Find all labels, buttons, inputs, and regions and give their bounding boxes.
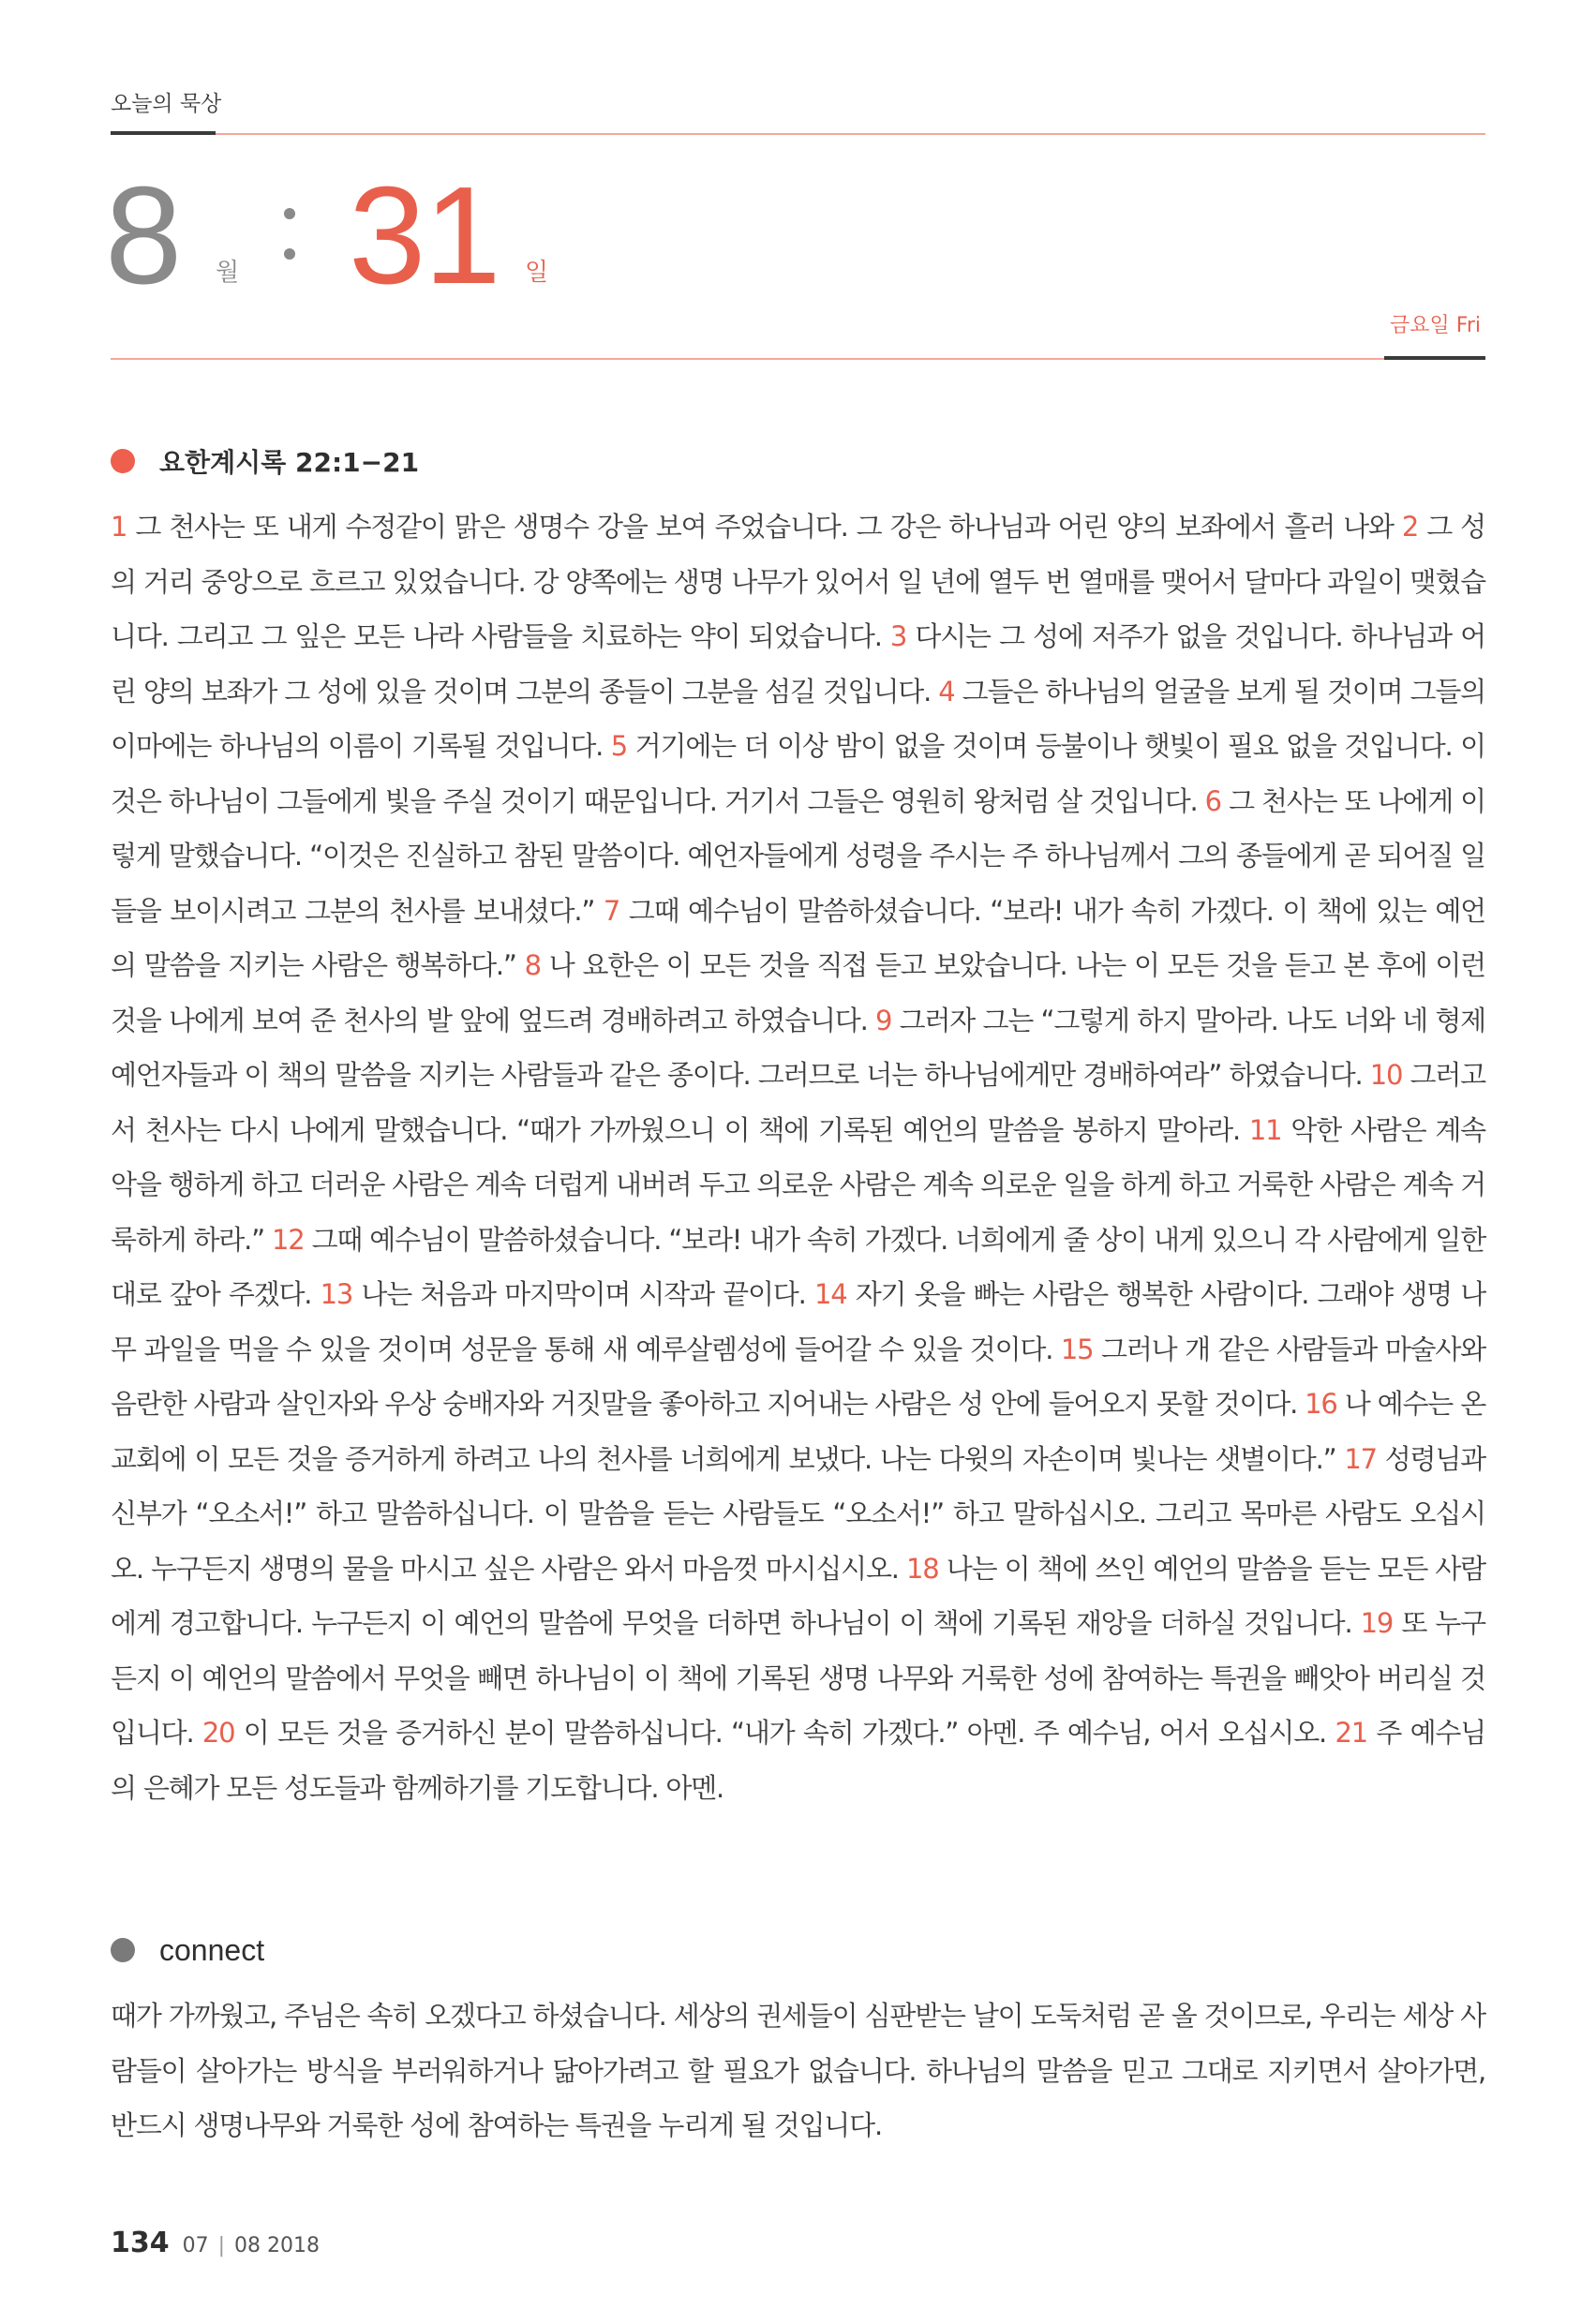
section-label: 오늘의 묵상 — [111, 92, 222, 116]
verse-text: 주 예수님의 은혜가 모든 성도들과 함께하기를 기도합니다. 아멘. — [111, 1717, 1486, 1804]
passage-heading — [111, 442, 419, 480]
verse-text: 또 누구든지 이 예언의 말씀에서 무엇을 빼면 하나님이 이 책에 기록된 생명 나무와 거룩한 성에 참여하는 특권을 빼앗아 버리실 것입니다. — [111, 1607, 1485, 1749]
verse-text: 거기에는 더 이상 밤이 없을 것이며 등불이나 햇빛이 필요 없을 것입니다. 이것은 하나님이 그들에게 빛을 주실 것이기 때문입니다. 거기서 그들은 영원히 왕처럼 살 것입니다. — [111, 730, 1485, 817]
connect-title: connect — [159, 1932, 265, 1967]
month-number: 8 — [105, 158, 181, 313]
verse-number: 18 — [906, 1552, 939, 1585]
top-rule-accent — [111, 131, 216, 135]
verse-number: 20 — [201, 1717, 235, 1749]
verse-text: 나 예수는 온 교회에 이 모든 것을 증거하게 하려고 나의 천사를 너희에게 보냈다. 나는 다윗의 자손이며 빛나는 샛별이다.” — [111, 1388, 1486, 1475]
verse-number: 14 — [813, 1278, 847, 1310]
verse-text: 그러고서 천사는 다시 나에게 말했습니다. “때가 가까웠으니 이 책에 기록된 예언의 말씀을 봉하지 말아라. — [111, 1059, 1485, 1146]
verse-text: 그때 예수님이 말씀하셨습니다. “보라! 내가 속히 가겠다. 이 책에 있는 예언의 말씀을 지키는 사람은 행복하다.” — [111, 894, 1485, 981]
page-number: 134 — [111, 2227, 170, 2259]
verse-text: 나는 처음과 마지막이며 시작과 끝이다. — [352, 1278, 814, 1310]
verse-number: 17 — [1344, 1442, 1377, 1475]
verse-text: 그때 예수님이 말씀하셨습니다. “보라! 내가 속히 가겠다. 너희에게 줄 상이 내게 있으니 각 사람에게 일한 대로 갚아 주겠다. — [111, 1223, 1486, 1310]
date-colon-top — [284, 208, 295, 219]
issue-month-right: 08 2018 — [234, 2234, 321, 2257]
verse-text: 자기 옷을 빠는 사람은 행복한 사람이다. 그래야 생명 나무 과일을 먹을 수 있을 것이며 성문을 통해 새 예루살렘성에 들어갈 수 있을 것이다. — [111, 1278, 1486, 1365]
day-unit: 일 — [525, 259, 549, 287]
verse-number: 3 — [889, 620, 907, 652]
connect-body: 때가 가까웠고, 주님은 속히 오겠다고 하셨습니다. 세상의 권세들이 심판받는 날이 도둑처럼 곧 올 것이므로, 우리는 세상 사람들이 살아가는 방식을 부러워하거나 닮아가려고 할 필요가 없습니다. 하나님의 말씀을 믿고 그대로 지키면서 살아가면, 반드시 생명나무와 거룩한 성에 참여하는 특권을 누리게 될 것입니다. — [111, 2000, 1485, 2141]
verse-number: 8 — [524, 949, 541, 981]
verse-text: 성령님과 신부가 “오소서!” 하고 말씀하십니다. 이 말씀을 듣는 사람들도 “오소서!” 하고 말하십시오. 그리고 목마른 사람도 오십시오. 누구든지 생명의 물을 마시고 싶은 사람은 와서 마음껏 마시십시오. — [111, 1442, 1485, 1585]
page-footer — [111, 2227, 320, 2259]
passage-body — [111, 499, 1485, 1815]
verse-number: 1 — [111, 511, 127, 543]
verse-text: 이 모든 것을 증거하신 분이 말씀하십니다. “내가 속히 가겠다.” 아멘. 주 예수님, 어서 오십시오. — [234, 1717, 1335, 1749]
verse-text: 그러자 그는 “그렇게 하지 말아라. 나도 너와 네 형제 예언자들과 이 책의 말씀을 지키는 사람들과 같은 종이다. 그러므로 너는 하나님에게만 경배하여라” 하였습니다. — [111, 1004, 1485, 1091]
verse-text: 그 천사는 또 나에게 이렇게 말했습니다. “이것은 진실하고 참된 말씀이다. 예언자들에게 성령을 주시는 주 하나님께서 그의 종들에게 곧 되어질 일들을 보이시려고 그분의 천사를 보내셨다.” — [111, 784, 1485, 927]
verse-number: 13 — [320, 1278, 353, 1310]
verse-number: 16 — [1305, 1388, 1337, 1420]
verse-number: 2 — [1401, 511, 1419, 543]
bullet-icon — [111, 449, 135, 473]
issue-divider: | — [217, 2234, 226, 2257]
verse-text: 나는 이 책에 쓰인 예언의 말씀을 듣는 모든 사람에게 경고합니다. 누구든지 이 예언의 말씀에 무엇을 더하면 하나님이 이 책에 기록된 재앙을 더하실 것입니다. — [111, 1552, 1485, 1639]
verse-text: 그 천사는 또 내게 수정같이 맑은 생명수 강을 보여 주었습니다. 그 강은 하나님과 어린 양의 보좌에서 흘러 나와 — [127, 511, 1402, 543]
verse-text: 그 성의 거리 중앙으로 흐르고 있었습니다. 강 양쪽에는 생명 나무가 있어서 일 년에 열두 번 열매를 맺어서 달마다 과일이 맺혔습니다. 그리고 그 잎은 모든 나라 사람들을 치료하는 약이 되었습니다. — [111, 511, 1485, 652]
verse-number: 4 — [938, 675, 955, 708]
date-colon-bottom — [284, 248, 295, 260]
verse-number: 5 — [610, 730, 628, 762]
verse-number: 7 — [603, 894, 620, 927]
verse-number: 21 — [1335, 1717, 1367, 1749]
verse-number: 11 — [1248, 1113, 1282, 1146]
connect-heading — [111, 1931, 264, 1969]
month-unit: 월 — [216, 259, 240, 287]
bullet-icon — [111, 1938, 135, 1962]
verse-number: 10 — [1369, 1059, 1403, 1091]
date-rule-accent — [1384, 356, 1485, 360]
top-rule — [111, 133, 1485, 135]
issue-month-left: 07 — [182, 2234, 209, 2257]
verse-number: 12 — [272, 1223, 305, 1256]
verse-number: 9 — [875, 1004, 892, 1036]
verse-text: 그들은 하나님의 얼굴을 보게 될 것이며 그들의 이마에는 하나님의 이름이 기록될 것입니다. — [111, 675, 1485, 762]
weekday-label: 금요일 Fri — [1390, 314, 1481, 337]
verse-number: 15 — [1060, 1333, 1094, 1365]
passage-reference: 요한계시록 22:1−21 — [159, 447, 420, 478]
date-rule — [111, 358, 1485, 360]
verse-text: 다시는 그 성에 저주가 없을 것입니다. 하나님과 어린 양의 보좌가 그 성에 있을 것이며 그분의 종들이 그분을 섬길 것입니다. — [111, 620, 1486, 708]
day-number: 31 — [349, 158, 500, 313]
verse-text: 그러나 개 같은 사람들과 마술사와 음란한 사람과 살인자와 우상 숭배자와 거짓말을 좋아하고 지어내는 사람은 성 안에 들어오지 못할 것이다. — [111, 1333, 1485, 1420]
verse-number: 19 — [1360, 1607, 1394, 1639]
verse-text: 악한 사람은 계속 악을 행하게 하고 더러운 사람은 계속 더럽게 내버려 두고 의로운 사람은 계속 의로운 일을 하게 하고 거룩한 사람은 계속 거룩하게 하라.” — [111, 1113, 1485, 1256]
verse-text: 나 요한은 이 모든 것을 직접 듣고 보았습니다. 나는 이 모든 것을 듣고 본 후에 이런 것을 나에게 보여 준 천사의 발 앞에 엎드려 경배하려고 하였습니다. — [111, 949, 1485, 1036]
verse-number: 6 — [1204, 784, 1221, 817]
